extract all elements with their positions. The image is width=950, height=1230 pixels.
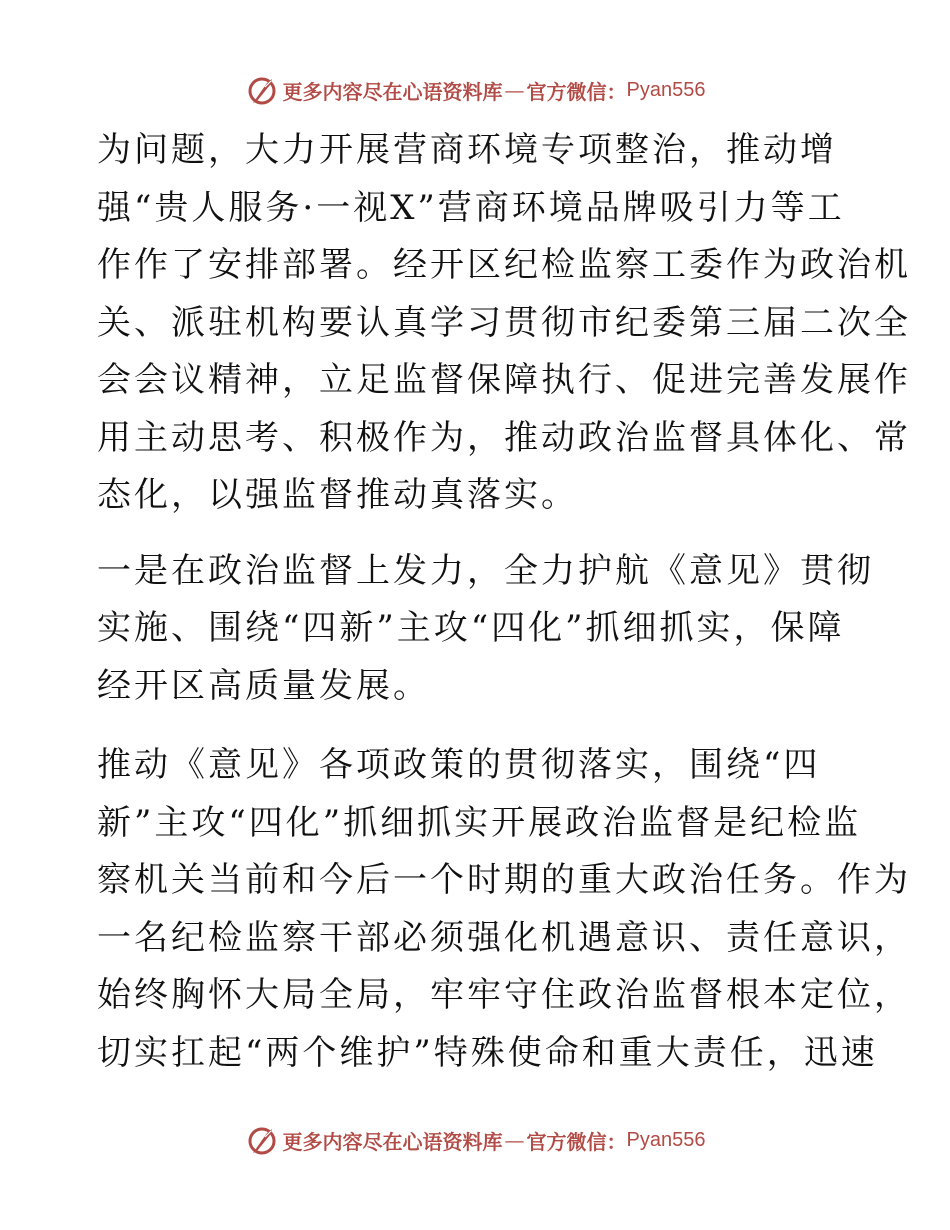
- paragraph-2: [97, 543, 874, 716]
- text-line: 用主动思考、积极作为，推动政治监督具体化、常: [97, 417, 911, 458]
- text-line: 推动《意见》各项政策的贯彻落实，围绕“四: [97, 745, 821, 785]
- brand-text: 更多内容尽在心语资料库: [282, 1129, 503, 1154]
- text-line: 会会议精神，立足监督保障执行、促进完善发展作: [97, 360, 911, 400]
- text-line: 经开区高质量发展。: [97, 665, 430, 706]
- separator-dash: —: [504, 78, 525, 102]
- text-line: 强“贵人服务·一视X”营商环境品牌吸引力等工: [97, 187, 845, 228]
- text-line: 一名纪检监察干部必须强化机遇意识、责任意识，: [97, 917, 911, 958]
- paragraph-3: [97, 737, 911, 1082]
- wechat-label: 官方微信：: [526, 1129, 627, 1154]
- text-line: 一是在政治监督上发力，全力护航《意见》贯彻: [97, 550, 874, 591]
- text-line: 新”主攻“四化”抓细抓实开展政治监督是纪检监: [97, 802, 862, 843]
- footer-banner: [0, 1120, 950, 1160]
- text-line: 始终胸怀大局全局，牢牢守住政治监督根本定位，: [97, 975, 911, 1015]
- wechat-id: Pyan556: [626, 78, 706, 101]
- separator-dash: —: [504, 1128, 525, 1152]
- header-banner: [0, 70, 950, 110]
- text-line: 切实扛起“两个维护”特殊使命和重大责任，迅速: [97, 1032, 878, 1073]
- paragraph-1: [97, 122, 911, 525]
- text-line: 关、派驻机构要认真学习贯彻市纪委第三届二次全: [97, 302, 911, 343]
- brand-text: 更多内容尽在心语资料库: [282, 79, 503, 104]
- wechat-id: Pyan556: [626, 1128, 706, 1151]
- text-line: 态化，以强监督推动真落实。: [97, 475, 578, 515]
- text-line: 实施、围绕“四新”主攻“四化”抓细抓实，保障: [97, 608, 845, 648]
- paragraph-spacer: [97, 525, 857, 543]
- text-line: 为问题，大力开展营商环境专项整治，推动增: [97, 130, 837, 170]
- document-body: [97, 122, 911, 1082]
- wechat-label: 官方微信：: [526, 79, 627, 104]
- paragraph-spacer: [97, 715, 857, 737]
- text-line: 察机关当前和今后一个时期的重大政治任务。作为: [97, 860, 911, 900]
- quill-logo-icon: [245, 1123, 279, 1157]
- quill-logo-icon: [245, 73, 279, 107]
- text-line: 作作了安排部署。经开区纪检监察工委作为政治机: [97, 245, 911, 285]
